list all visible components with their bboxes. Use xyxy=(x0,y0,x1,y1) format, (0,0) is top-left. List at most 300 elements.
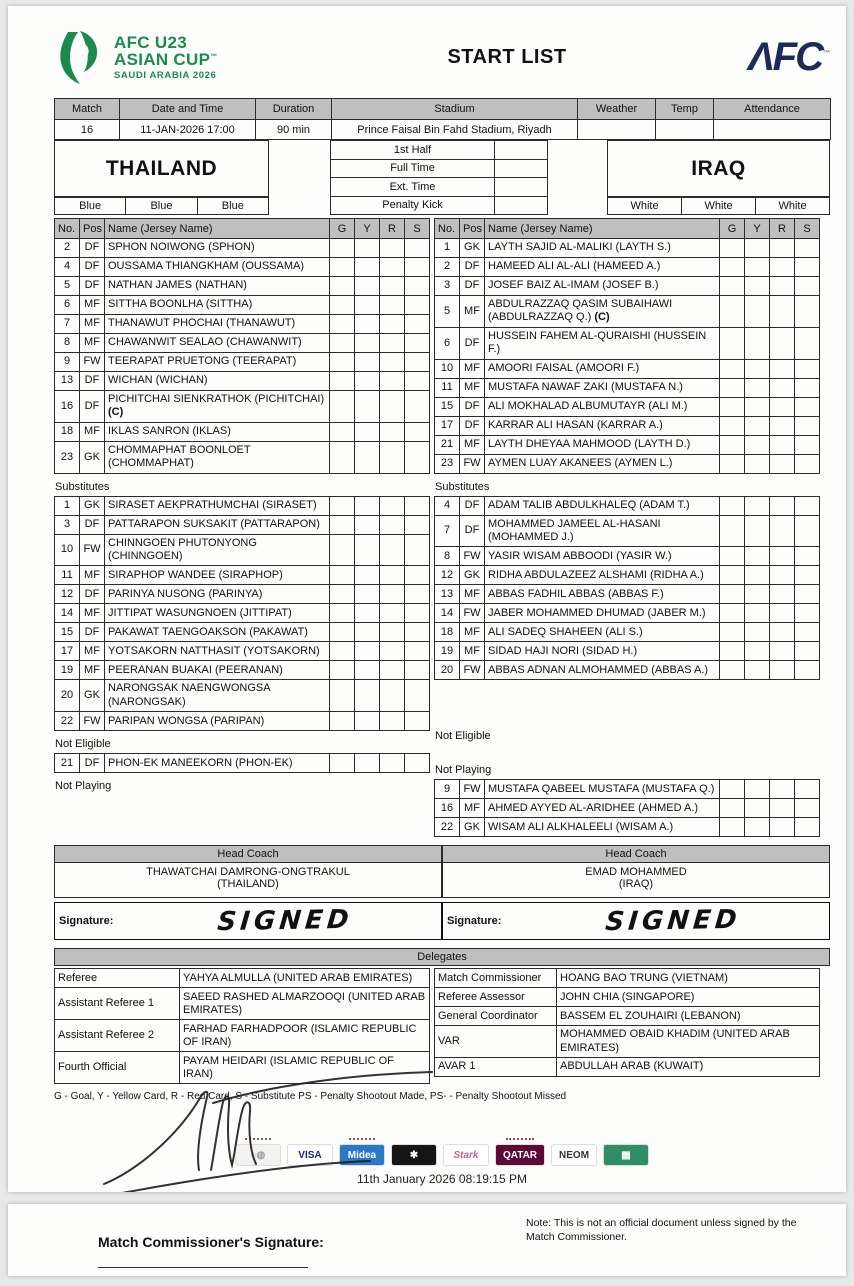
player-name: SIRAPHOP WANDEE (SIRAPHOP) xyxy=(105,566,330,585)
player-name: WISAM ALI ALKHALEELI (WISAM A.) xyxy=(485,818,720,837)
roster-column-header: Pos xyxy=(80,219,105,239)
home-not-playing-label: Not Playing xyxy=(55,780,112,793)
player-name: PATTARAPON SUKSAKIT (PATTARAPON) xyxy=(105,515,330,534)
stat-y-box xyxy=(745,623,770,642)
sponsor-logo: Midea xyxy=(339,1144,385,1166)
away-team-name: IRAQ xyxy=(607,140,830,197)
stat-g-box xyxy=(330,315,355,334)
player-name: ALI SADEQ SHAHEEN (ALI S.) xyxy=(485,623,720,642)
delegate-role: AVAR 1 xyxy=(435,1057,557,1076)
sponsor-logo: QATAR xyxy=(495,1144,545,1166)
player-number: 7 xyxy=(435,515,460,547)
player-position: GK xyxy=(460,239,485,258)
stat-g-box xyxy=(330,585,355,604)
player-number: 17 xyxy=(55,642,80,661)
stat-r-box xyxy=(380,566,405,585)
player-number: 22 xyxy=(435,818,460,837)
stat-s-box xyxy=(405,334,430,353)
stat-y-box xyxy=(355,258,380,277)
stat-s-box xyxy=(795,604,820,623)
stat-r-box xyxy=(380,661,405,680)
player-position: DF xyxy=(80,277,105,296)
stat-g-box xyxy=(330,712,355,731)
delegate-name: JOHN CHIA (SINGAPORE) xyxy=(557,988,820,1007)
stat-s-box xyxy=(795,547,820,566)
player-name: IKLAS SANRON (IKLAS) xyxy=(105,422,330,441)
player-name: SPHON NOIWONG (SPHON) xyxy=(105,239,330,258)
afc-logo: ΛFC™ xyxy=(748,35,830,79)
player-row xyxy=(55,296,430,315)
match-info-table xyxy=(54,98,831,140)
away-coach-country: (IRAQ) xyxy=(618,878,654,891)
stat-y-box xyxy=(355,353,380,372)
delegate-row xyxy=(55,988,430,1020)
stat-g-box xyxy=(720,515,745,547)
player-name: JABER MOHAMMED DHUMAD (JABER M.) xyxy=(485,604,720,623)
stat-r-box xyxy=(770,585,795,604)
stat-s-box xyxy=(795,496,820,515)
stat-s-box xyxy=(795,623,820,642)
stat-y-box xyxy=(745,604,770,623)
home-team-name: THAILAND xyxy=(54,140,269,197)
stat-g-box xyxy=(720,780,745,799)
stat-g-box xyxy=(720,327,745,359)
stat-r-box xyxy=(380,623,405,642)
stat-r-box xyxy=(770,239,795,258)
player-name: ADAM TALIB ABDULKHALEQ (ADAM T.) xyxy=(485,496,720,515)
stat-s-box xyxy=(405,391,430,423)
player-name: AMOORI FAISAL (AMOORI F.) xyxy=(485,359,720,378)
stat-y-box xyxy=(745,780,770,799)
sponsor-logo: ◌◍ xyxy=(235,1144,281,1166)
stat-g-box xyxy=(720,416,745,435)
player-row xyxy=(435,359,820,378)
match-info-header: Attendance xyxy=(714,99,831,120)
stat-y-box xyxy=(355,680,380,712)
stat-g-box xyxy=(720,496,745,515)
player-position: DF xyxy=(80,754,105,773)
player-name: CHOMMAPHAT BOONLOET (CHOMMAPHAT) xyxy=(105,441,330,473)
stat-g-box xyxy=(330,258,355,277)
stat-s-box xyxy=(795,454,820,473)
sponsor-logo: Stark xyxy=(443,1144,489,1166)
player-row xyxy=(435,547,820,566)
player-position: DF xyxy=(460,416,485,435)
player-name: JOSEF BAIZ AL-IMAM (JOSEF B.) xyxy=(485,277,720,296)
delegate-role: Referee xyxy=(55,969,180,988)
player-name: MUSTAFA QABEEL MUSTAFA (MUSTAFA Q.) xyxy=(485,780,720,799)
sponsor-logo: NEOM xyxy=(551,1144,597,1166)
player-row xyxy=(55,661,430,680)
stat-g-box xyxy=(720,277,745,296)
score-value-box xyxy=(495,178,547,196)
stat-y-box xyxy=(355,754,380,773)
stat-y-box xyxy=(745,416,770,435)
player-number: 15 xyxy=(55,623,80,642)
stat-r-box xyxy=(770,780,795,799)
score-table xyxy=(330,140,548,215)
player-number: 6 xyxy=(55,296,80,315)
player-number: 8 xyxy=(55,334,80,353)
stat-s-box xyxy=(795,277,820,296)
away-coach-block xyxy=(442,845,830,940)
player-name: YOTSAKORN NATTHASIT (YOTSAKORN) xyxy=(105,642,330,661)
player-row xyxy=(435,416,820,435)
stat-r-box xyxy=(770,435,795,454)
stat-r-box xyxy=(380,712,405,731)
player-position: MF xyxy=(460,585,485,604)
player-number: 1 xyxy=(435,239,460,258)
player-number: 22 xyxy=(55,712,80,731)
stat-y-box xyxy=(745,566,770,585)
player-name: ABBAS ADNAN ALMOHAMMED (ABBAS A.) xyxy=(485,661,720,680)
player-position: MF xyxy=(80,422,105,441)
player-position: GK xyxy=(80,496,105,515)
player-name: RIDHA ABDULAZEEZ ALSHAMI (RIDHA A.) xyxy=(485,566,720,585)
player-name: ALI MOKHALAD ALBUMUTAYR (ALI M.) xyxy=(485,397,720,416)
captain-marker: (C) xyxy=(591,311,610,324)
stat-y-box xyxy=(355,496,380,515)
delegate-role: General Coordinator xyxy=(435,1007,557,1026)
sponsor-logo: ▦ xyxy=(603,1144,649,1166)
roster-header-row xyxy=(435,219,820,239)
signature-page xyxy=(8,1204,846,1276)
player-row xyxy=(55,515,430,534)
player-name: SIDAD HAJI NORI (SIDAD H.) xyxy=(485,642,720,661)
stat-y-box xyxy=(355,534,380,566)
home-coach-name-line: THAWATCHAI DAMRONG-ONGTRAKUL xyxy=(146,866,350,879)
player-row xyxy=(55,566,430,585)
player-position: MF xyxy=(80,604,105,623)
away-not-playing-label: Not Playing xyxy=(435,764,492,777)
stat-y-box xyxy=(355,334,380,353)
delegate-role: Fourth Official xyxy=(55,1052,180,1084)
player-position: FW xyxy=(80,353,105,372)
player-row xyxy=(55,496,430,515)
stat-y-box xyxy=(355,296,380,315)
away-coach-name xyxy=(442,863,830,898)
player-name: YASIR WISAM ABBOODI (YASIR W.) xyxy=(485,547,720,566)
stat-y-box xyxy=(745,454,770,473)
home-coach-country: (THAILAND) xyxy=(217,878,279,891)
official-note: Note: This is not an official document unless signed by the Match Commissioner. xyxy=(526,1217,797,1244)
delegates-bar: Delegates xyxy=(54,948,830,966)
player-position: DF xyxy=(80,391,105,423)
delegate-row xyxy=(435,988,820,1007)
player-row xyxy=(435,585,820,604)
player-number: 13 xyxy=(435,585,460,604)
stat-s-box xyxy=(405,422,430,441)
stat-r-box xyxy=(380,642,405,661)
match-commissioner-signature-label: Match Commissioner's Signature: xyxy=(98,1234,324,1250)
player-number: 3 xyxy=(435,277,460,296)
player-name: ABBAS FADHIL ABBAS (ABBAS F.) xyxy=(485,585,720,604)
stat-g-box xyxy=(720,642,745,661)
roster-column-header: Pos xyxy=(460,219,485,239)
away-coach-name-line: EMAD MOHAMMED xyxy=(585,866,687,879)
stat-s-box xyxy=(405,642,430,661)
away-signature-row xyxy=(442,902,830,940)
stat-r-box xyxy=(380,353,405,372)
stat-y-box xyxy=(355,642,380,661)
tournament-line2: ASIAN CUP™ xyxy=(114,49,218,69)
player-row xyxy=(435,661,820,680)
head-coach-section xyxy=(54,845,830,940)
stat-y-box xyxy=(745,642,770,661)
roster-column-header: R xyxy=(770,219,795,239)
stat-g-box xyxy=(330,623,355,642)
stat-g-box xyxy=(720,566,745,585)
away-signature-label: Signature: xyxy=(447,915,502,928)
home-coach-name xyxy=(54,863,442,898)
stat-g-box xyxy=(720,435,745,454)
stat-g-box xyxy=(720,359,745,378)
stat-y-box xyxy=(355,661,380,680)
delegate-role: VAR xyxy=(435,1026,557,1057)
stat-g-box xyxy=(720,258,745,277)
player-row xyxy=(55,422,430,441)
stat-y-box xyxy=(355,604,380,623)
afc-trademark: ™ xyxy=(822,48,830,58)
delegate-role: Assistant Referee 2 xyxy=(55,1020,180,1052)
delegate-name: ABDULLAH ARAB (KUWAIT) xyxy=(557,1057,820,1076)
stat-y-box xyxy=(355,239,380,258)
stat-g-box xyxy=(720,239,745,258)
stat-g-box xyxy=(330,604,355,623)
player-position: GK xyxy=(80,441,105,473)
score-value-box xyxy=(495,160,547,178)
delegate-name: PAYAM HEIDARI (ISLAMIC REPUBLIC OF IRAN) xyxy=(180,1052,430,1084)
player-position: DF xyxy=(460,397,485,416)
stat-s-box xyxy=(405,496,430,515)
tournament-logo xyxy=(54,28,314,86)
player-name: PHON-EK MANEEKORN (PHON-EK) xyxy=(105,754,330,773)
player-name: LAYTH SAJID AL-MALIKI (LAYTH S.) xyxy=(485,239,720,258)
player-name: ABDULRAZZAQ QASIM SUBAIHAWI (ABDULRAZZAQ Q.) (C) xyxy=(485,296,720,328)
tournament-line3: SAUDI ARABIA 2026 xyxy=(114,69,217,81)
player-number: 10 xyxy=(435,359,460,378)
stat-g-box xyxy=(330,391,355,423)
player-position: DF xyxy=(460,258,485,277)
stat-g-box xyxy=(330,515,355,534)
player-name: PEERANAN BUAKAI (PEERANAN) xyxy=(105,661,330,680)
player-row xyxy=(435,258,820,277)
player-name: NATHAN JAMES (NATHAN) xyxy=(105,277,330,296)
stat-y-box xyxy=(745,239,770,258)
delegate-row xyxy=(435,1026,820,1057)
player-position: DF xyxy=(80,515,105,534)
player-position: DF xyxy=(80,623,105,642)
player-name: KARRAR ALI HASAN (KARRAR A.) xyxy=(485,416,720,435)
stat-r-box xyxy=(380,239,405,258)
player-row xyxy=(435,566,820,585)
home-signed-mark: SIGNED xyxy=(216,905,354,938)
player-number: 14 xyxy=(435,604,460,623)
player-name: HUSSEIN FAHEM AL-QURAISHI (HUSSEIN F.) xyxy=(485,327,720,359)
player-number: 8 xyxy=(435,547,460,566)
roster-column-header: Y xyxy=(355,219,380,239)
sponsor-logo: ✱ xyxy=(391,1144,437,1166)
player-name: AYMEN LUAY AKANEES (AYMEN L.) xyxy=(485,454,720,473)
stat-s-box xyxy=(405,277,430,296)
player-position: GK xyxy=(80,680,105,712)
player-row xyxy=(435,327,820,359)
player-position: MF xyxy=(80,296,105,315)
stat-s-box xyxy=(795,239,820,258)
stat-s-box xyxy=(405,585,430,604)
delegate-name: SAEED RASHED ALMARZOOQI (UNITED ARAB EMIRATES) xyxy=(180,988,430,1020)
player-position: FW xyxy=(80,712,105,731)
tournament-line1: AFC U23 xyxy=(114,32,187,52)
player-position: MF xyxy=(80,334,105,353)
tournament-trophy-icon xyxy=(54,28,106,86)
player-row xyxy=(55,277,430,296)
stat-r-box xyxy=(770,799,795,818)
away-not-playing-table xyxy=(434,779,820,837)
stat-y-box xyxy=(355,315,380,334)
player-position: MF xyxy=(460,642,485,661)
stat-s-box xyxy=(795,799,820,818)
signature-line[interactable] xyxy=(98,1255,308,1268)
delegate-role: Assistant Referee 1 xyxy=(55,988,180,1020)
delegate-name: MOHAMMED OBAID KHADIM (UNITED ARAB EMIRATES) xyxy=(557,1026,820,1057)
player-position: MF xyxy=(80,315,105,334)
player-position: MF xyxy=(460,359,485,378)
match-info-value xyxy=(656,120,714,140)
delegate-row xyxy=(55,1020,430,1052)
match-info-value: 11-JAN-2026 17:00 xyxy=(120,120,256,140)
player-number: 14 xyxy=(55,604,80,623)
stat-y-box xyxy=(745,799,770,818)
player-position: DF xyxy=(80,585,105,604)
home-kit-colors xyxy=(54,197,269,215)
player-position: MF xyxy=(460,296,485,328)
player-number: 10 xyxy=(55,534,80,566)
stat-s-box xyxy=(795,359,820,378)
player-row xyxy=(55,315,430,334)
stat-g-box xyxy=(330,534,355,566)
match-info-header: Date and Time xyxy=(120,99,256,120)
stat-s-box xyxy=(405,754,430,773)
player-row xyxy=(55,712,430,731)
player-row xyxy=(435,239,820,258)
away-substitutes-table xyxy=(434,496,820,681)
stat-y-box xyxy=(745,661,770,680)
match-info-header-row xyxy=(55,99,831,120)
stat-g-box xyxy=(720,397,745,416)
player-row xyxy=(55,441,430,473)
stat-s-box xyxy=(405,712,430,731)
away-not-eligible-label: Not Eligible xyxy=(435,730,491,743)
away-coach-bar: Head Coach xyxy=(442,845,830,863)
stat-g-box xyxy=(720,585,745,604)
stat-r-box xyxy=(380,258,405,277)
home-signature-label: Signature: xyxy=(59,915,114,928)
player-row xyxy=(435,604,820,623)
match-info-value: 90 min xyxy=(256,120,332,140)
tournament-logo-text xyxy=(114,34,218,81)
stat-r-box xyxy=(380,315,405,334)
player-row xyxy=(55,585,430,604)
player-row xyxy=(435,496,820,515)
stat-s-box xyxy=(795,585,820,604)
sponsor-logo: VISA xyxy=(287,1144,333,1166)
player-row xyxy=(435,515,820,547)
player-position: FW xyxy=(460,780,485,799)
stat-r-box xyxy=(770,397,795,416)
stat-s-box xyxy=(795,416,820,435)
player-row xyxy=(55,642,430,661)
player-row xyxy=(435,378,820,397)
player-row xyxy=(435,642,820,661)
stat-y-box xyxy=(355,422,380,441)
score-period-label: Ext. Time xyxy=(331,178,495,196)
player-row xyxy=(55,534,430,566)
score-row xyxy=(331,160,547,179)
stat-r-box xyxy=(770,359,795,378)
stat-r-box xyxy=(770,661,795,680)
delegate-row xyxy=(55,1052,430,1084)
stat-s-box xyxy=(795,642,820,661)
player-name: CHINNGOEN PHUTONYONG (CHINNGOEN) xyxy=(105,534,330,566)
print-timestamp: 11th January 2026 08:19:15 PM xyxy=(357,1172,527,1187)
match-info-header: Weather xyxy=(578,99,656,120)
home-roster-column xyxy=(54,218,430,795)
player-number: 23 xyxy=(435,454,460,473)
stat-s-box xyxy=(405,239,430,258)
score-period-label: Full Time xyxy=(331,160,495,178)
score-period-label: 1st Half xyxy=(331,141,495,159)
player-number: 11 xyxy=(435,378,460,397)
stat-g-box xyxy=(330,372,355,391)
player-number: 1 xyxy=(55,496,80,515)
stat-g-box xyxy=(330,754,355,773)
score-row xyxy=(331,178,547,197)
delegate-row xyxy=(435,969,820,988)
player-row xyxy=(435,296,820,328)
player-row xyxy=(435,623,820,642)
stat-g-box xyxy=(330,277,355,296)
player-position: DF xyxy=(80,372,105,391)
home-not-eligible-table xyxy=(54,753,430,773)
player-number: 18 xyxy=(55,422,80,441)
stat-g-box xyxy=(330,422,355,441)
stat-s-box xyxy=(405,315,430,334)
stat-s-box xyxy=(405,604,430,623)
stat-s-box xyxy=(795,327,820,359)
roster-column-header: G xyxy=(330,219,355,239)
stat-r-box xyxy=(770,623,795,642)
stat-y-box xyxy=(745,359,770,378)
player-number: 12 xyxy=(55,585,80,604)
stat-r-box xyxy=(380,441,405,473)
player-number: 9 xyxy=(435,780,460,799)
home-substitutes-label: Substitutes xyxy=(55,480,110,493)
match-info-value-row xyxy=(55,120,831,140)
match-info-value xyxy=(714,120,831,140)
score-period-label: Penalty Kick xyxy=(331,197,495,215)
stat-y-box xyxy=(355,585,380,604)
player-name: MUSTAFA NAWAF ZAKI (MUSTAFA N.) xyxy=(485,378,720,397)
score-row xyxy=(331,141,547,160)
away-signed-mark: SIGNED xyxy=(604,905,742,938)
stat-g-box xyxy=(330,680,355,712)
delegates-left-table xyxy=(54,968,430,1084)
player-number: 4 xyxy=(55,258,80,277)
away-roster-column xyxy=(434,218,820,837)
player-number: 12 xyxy=(435,566,460,585)
player-position: GK xyxy=(460,566,485,585)
